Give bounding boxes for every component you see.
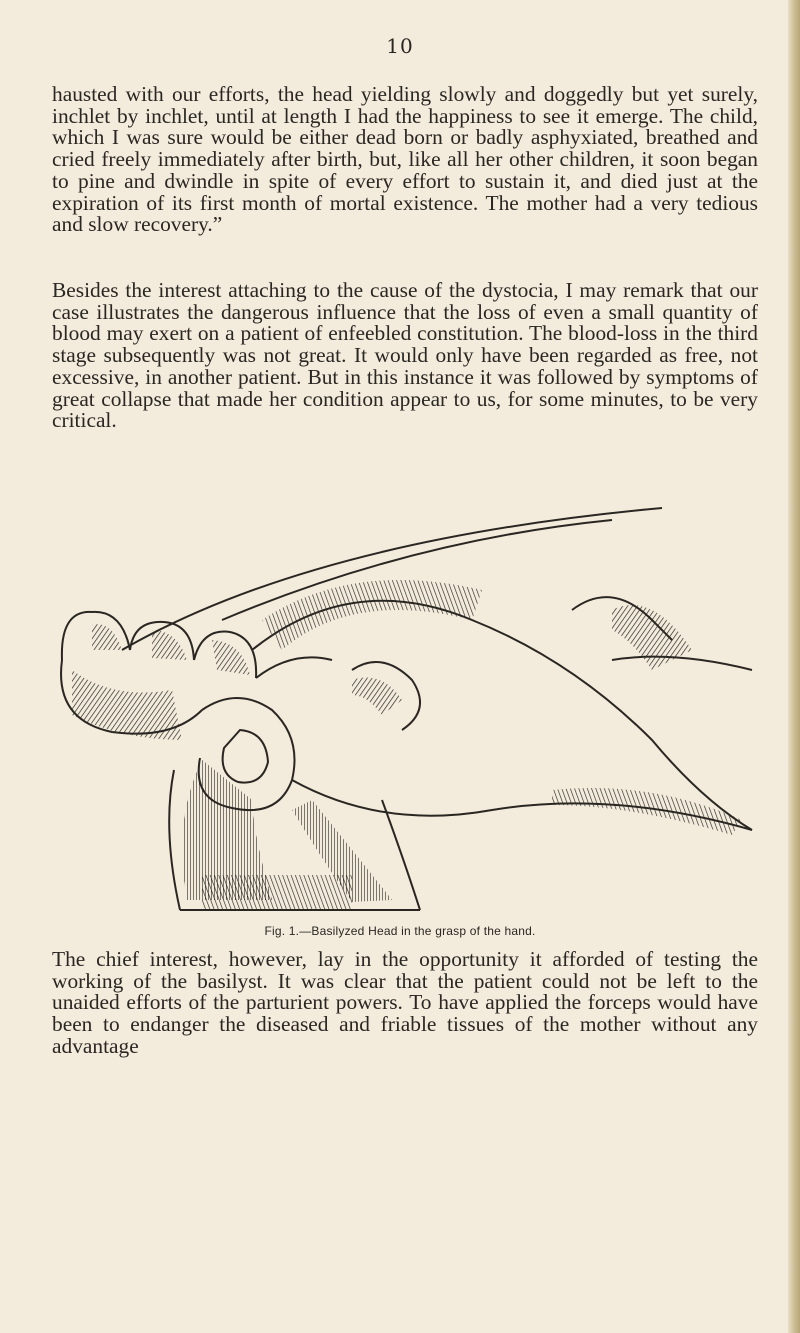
page-edge — [788, 0, 800, 1333]
figure-caption: Fig. 1.—Basilyzed Head in the grasp of the hand. — [264, 924, 536, 938]
page-number: 10 — [386, 34, 414, 58]
figure-illustration — [52, 500, 772, 920]
paragraph-1: hausted with our efforts, the head yielding slowly and doggedly but yet surely, inchlet by inchlet, until at length I had the happiness to see it emerge. The child, which I was sure would be either dead born or badly asphyxiated, breathed and cried freely immediately after birth, but, like all her other children, it soon began to pine and dwindle in spite of every effort to sustain it, and died just at the expiration of its first month of mortal existence. The mother had a very tedious and slow recovery.” — [52, 82, 758, 237]
hand-grasping-head-engraving — [52, 500, 772, 920]
paragraph-2: Besides the interest attaching to the cause of the dystocia, I may remark that our case illustrates the dangerous influence that the loss of even a small quantity of blood may exert on a patient of enfeebled constitution. The blood-loss in the third stage subsequently was not great. It would only have been regarded as free, not excessive, in another patient. But in this instance it was followed by symptoms of great collapse that made her condition appear to us, for some minutes, to be very critical. — [52, 278, 758, 433]
paragraph-3: The chief interest, however, lay in the opportunity it afforded of testing the working of the basilyst. It was clear that the patient could not be left to the unaided efforts of the parturient powers. To have applied the forceps would have been to endanger the diseased and friable tissues of the mother without any advantage — [52, 947, 758, 1058]
